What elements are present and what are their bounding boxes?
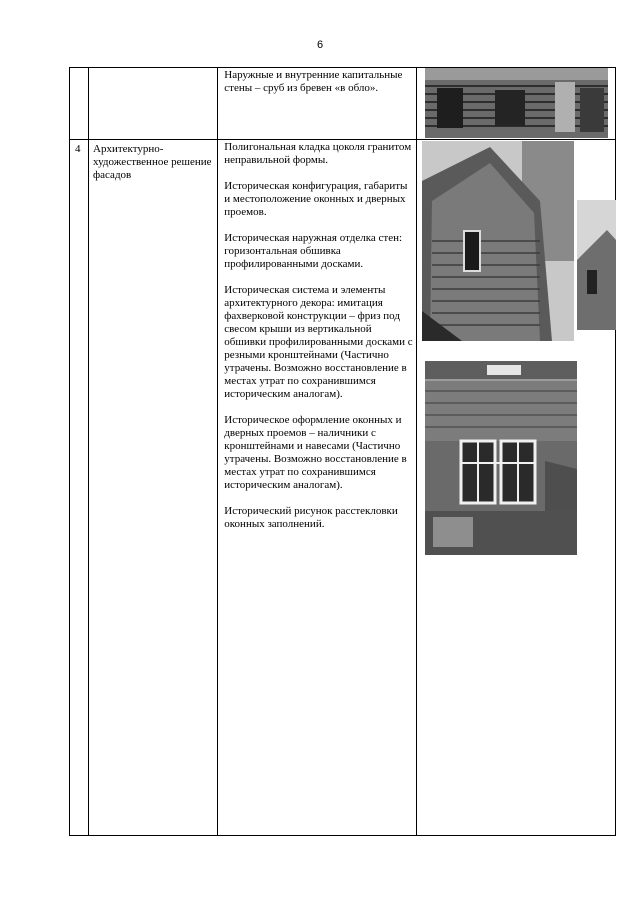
description-paragraph: Историческое оформление оконных и дверных проемов – наличники с кронштейнами и навесами (Частично утрачены. Возможно восстановление в местах утрат по сохранившимся историческим аналогам). <box>224 414 407 491</box>
row-number: 4 <box>70 140 89 836</box>
row-description <box>218 68 416 140</box>
table-row <box>70 68 616 140</box>
description-paragraph: Историческая конфигурация, габариты и местоположение оконных и дверных проемов. <box>224 180 408 218</box>
description-paragraph: Историческая система и элементы архитектурного декора: имитация фахверковой конструкции – фриз под свесом крыши из вертикальной обшивки профилированными досками с резными кронштейнами (Частично утрачены. Возможно восстановление в местах утрат по сохранившимся историческим аналогам). <box>224 284 413 400</box>
description-paragraph: Наружные и внутренние капитальные стены – сруб из бревен «в обло». <box>224 69 403 94</box>
description-paragraph: Историческая наружная отделка стен: горизонтальная обшивка профилированными досками. <box>224 232 403 270</box>
description-paragraph: Исторический рисунок расстекловки оконных заполнений. <box>224 505 398 530</box>
side-facade-photo <box>577 200 616 330</box>
row-name <box>89 68 218 140</box>
window-facade-photo <box>425 361 577 555</box>
table-row <box>70 140 616 836</box>
description-paragraph: Полигональная кладка цоколя гранитом неправильной формы. <box>224 141 412 166</box>
gable-facade-photo <box>422 141 574 341</box>
row-name: Архитектурно-художественное решение фасадов <box>89 140 218 836</box>
log-wall-photo <box>425 68 608 138</box>
photo-cell <box>416 140 615 836</box>
facade-table <box>69 67 616 836</box>
row-number <box>70 68 89 140</box>
photo-cell <box>416 68 615 140</box>
row-description <box>218 140 416 836</box>
page-number: 6 <box>316 39 324 51</box>
